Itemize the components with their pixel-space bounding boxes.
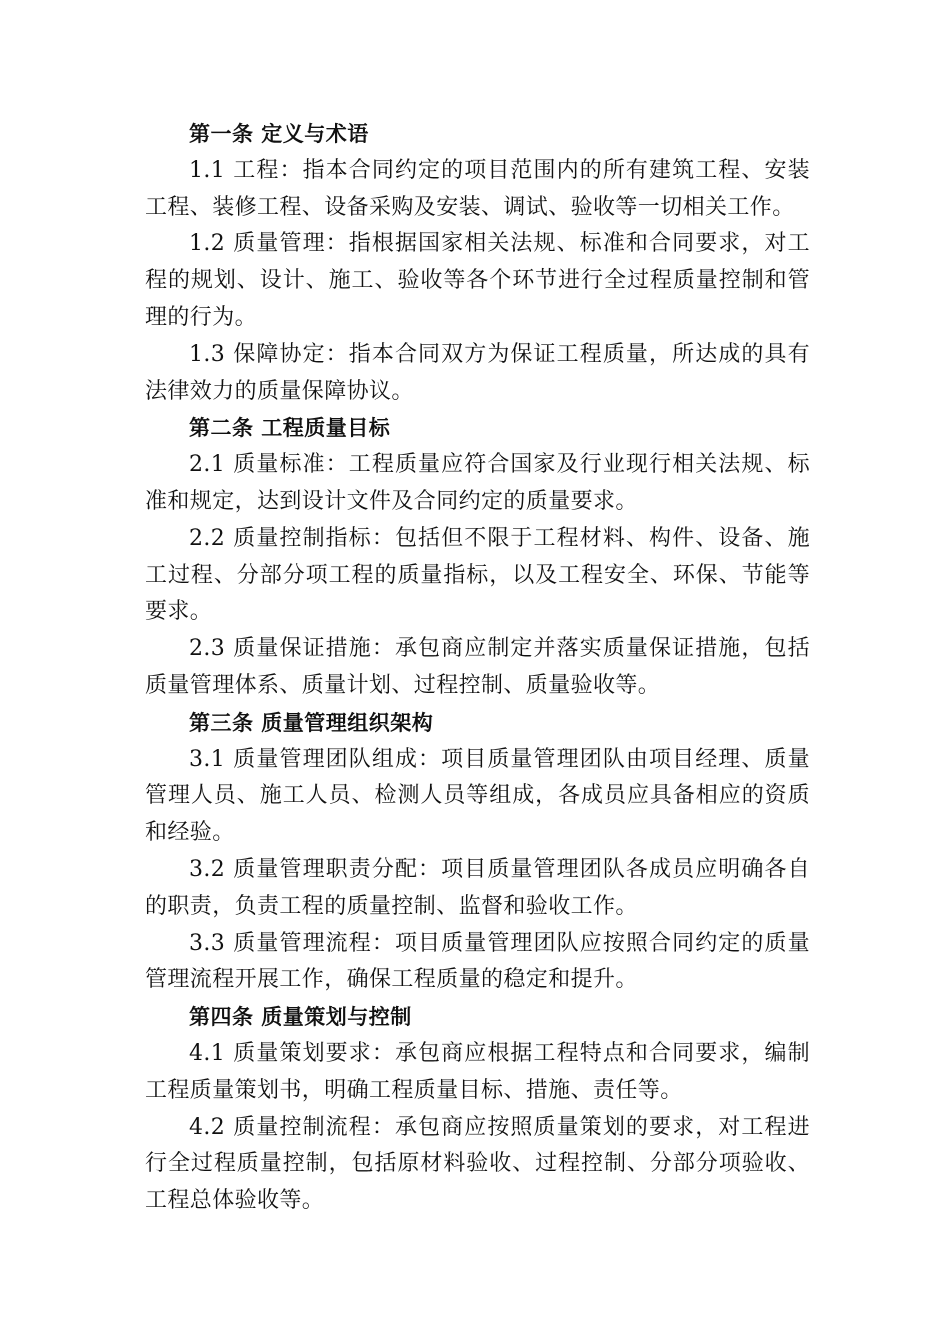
clause-1-1: 1.1 工程：指本合同约定的项目范围内的所有建筑工程、安装工程、装修工程、设备采购及安装、调试、验收等一切相关工作。 [145, 157, 810, 220]
clause-3-1: 3.1 质量管理团队组成：项目质量管理团队由项目经理、质量管理人员、施工人员、检测人员等组成，各成员应具备相应的资质和经验。 [145, 746, 810, 846]
clause-3-2: 3.2 质量管理职责分配：项目质量管理团队各成员应明确各自的职责，负责工程的质量控制、监督和验收工作。 [145, 856, 810, 919]
section-3-heading: 第三条 质量管理组织架构 [189, 710, 434, 735]
section-4-heading: 第四条 质量策划与控制 [189, 1005, 412, 1030]
clause-2-2: 2.2 质量控制指标：包括但不限于工程材料、构件、设备、施工过程、分部分项工程的质量指标，以及工程安全、环保、节能等要求。 [145, 525, 810, 625]
clause-1-3: 1.3 保障协定：指本合同双方为保证工程质量，所达成的具有法律效力的质量保障协议。 [145, 341, 810, 404]
clause-4-1: 4.1 质量策划要求：承包商应根据工程特点和合同要求，编制工程质量策划书，明确工程质量目标、措施、责任等。 [145, 1040, 810, 1103]
section-2-heading: 第二条 工程质量目标 [189, 416, 391, 441]
clause-1-2: 1.2 质量管理：指根据国家相关法规、标准和合同要求，对工程的规划、设计、施工、验收等各个环节进行全过程质量控制和管理的行为。 [145, 231, 810, 330]
clause-2-1: 2.1 质量标准：工程质量应符合国家及行业现行相关法规、标准和规定，达到设计文件及合同约定的质量要求。 [145, 452, 810, 514]
clause-3-3: 3.3 质量管理流程：项目质量管理团队应按照合同约定的质量管理流程开展工作，确保工程质量的稳定和提升。 [145, 930, 810, 993]
clause-2-3: 2.3 质量保证措施：承包商应制定并落实质量保证措施，包括质量管理体系、质量计划、过程控制、质量验收等。 [145, 636, 810, 698]
clause-4-2: 4.2 质量控制流程：承包商应按照质量策划的要求，对工程进行全过程质量控制，包括原材料验收、过程控制、分部分项验收、工程总体验收等。 [145, 1114, 810, 1214]
section-1-heading: 第一条 定义与术语 [189, 122, 369, 146]
document-page [145, 116, 810, 1220]
